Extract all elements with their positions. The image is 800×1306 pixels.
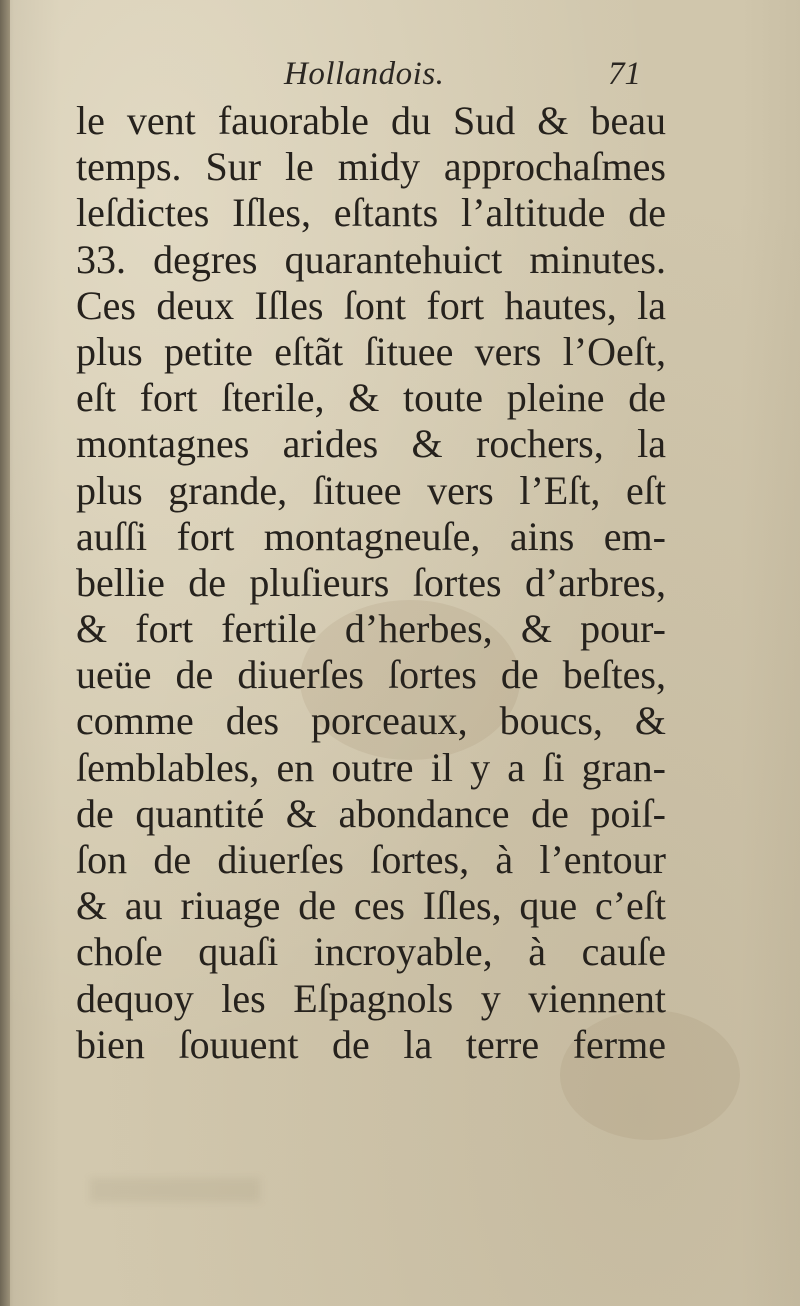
body-text	[76, 98, 666, 1068]
text-line: & au riuage de ces Iſles, que c’eſt	[76, 883, 666, 929]
text-line: Ces deux Iſles ſont fort hautes, la	[76, 282, 666, 328]
text-line: dequoy les Eſpagnols y viennent	[76, 975, 666, 1021]
text-line: plus grande, ſituee vers l’Eſt, eſt	[76, 467, 666, 513]
text-line: temps. Sur le midy approchaſmes	[76, 144, 666, 190]
text-line: auſſi fort montagneuſe, ains em-	[76, 513, 666, 559]
text-line: bellie de pluſieurs ſortes d’arbres,	[76, 559, 666, 605]
text-line: ſon de diuerſes ſortes, à l’entour	[76, 837, 666, 882]
text-line: & fort fertile d’herbes, & pour-	[76, 606, 666, 652]
running-title: Hollandois.	[284, 56, 445, 92]
text-line: le vent fauorable du Sud & beau	[76, 98, 666, 143]
text-line: de quantité & abondance de poiſ-	[76, 790, 666, 836]
page-binding-edge	[0, 0, 10, 1306]
text-line: ſemblables, en outre il y a ſi gran-	[76, 744, 666, 790]
faded-bleed-through	[90, 1178, 260, 1202]
text-line: choſe quaſi incroyable, à cauſe	[76, 929, 666, 975]
text-line: ueüe de diuerſes ſortes de beſtes,	[76, 652, 666, 698]
text-line: bien ſouuent de la terre ferme	[76, 1021, 666, 1067]
page-header	[0, 50, 800, 100]
text-line: 33. degres quarantehuict minutes.	[76, 236, 666, 282]
text-line: montagnes arides & rochers, la	[76, 421, 666, 467]
text-line: eſt fort ſterile, & toute pleine de	[76, 375, 666, 421]
text-line: plus petite eſtãt ſituee vers l’Oeſt,	[76, 328, 666, 374]
text-line: comme des porceaux, boucs, &	[76, 698, 666, 744]
page-number: 71	[608, 56, 641, 92]
text-line: leſdictes Iſles, eſtants l’altitude de	[76, 190, 666, 236]
